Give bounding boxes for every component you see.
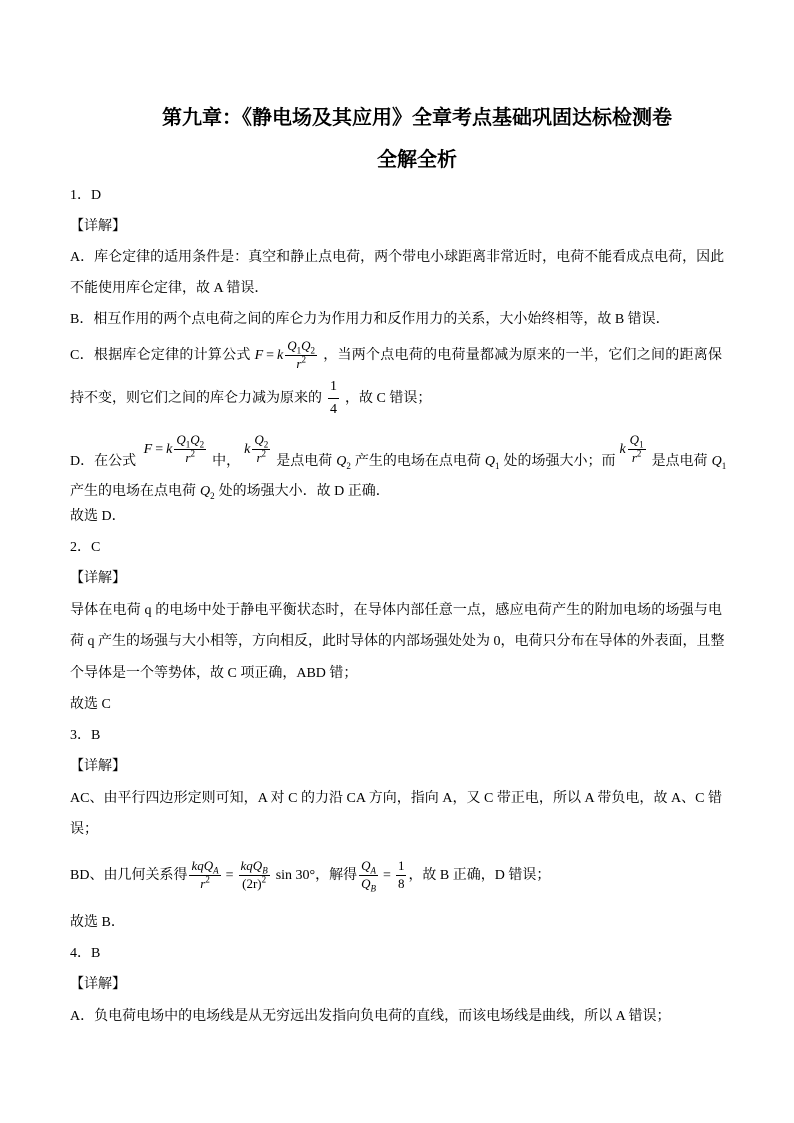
- fraction-denominator: [359, 876, 378, 892]
- one-eighth-fraction: [396, 859, 407, 892]
- answer-3-bd-analysis: [70, 856, 722, 896]
- coulomb-constant: k: [619, 442, 626, 457]
- answer-1-option-c-line-1: [70, 336, 722, 376]
- option-d-text-2: 产生的电场在点电荷: [354, 454, 481, 469]
- charge-q1-symbol: [485, 454, 500, 469]
- charge-letter: Q: [301, 338, 311, 354]
- charge-letter: Q: [190, 432, 200, 448]
- fraction-denominator: [285, 356, 317, 372]
- charge-subscript: B: [370, 883, 377, 894]
- fraction-denominator: [252, 450, 270, 466]
- answer-1-heading: 1．D: [70, 188, 102, 203]
- exponent: 2: [261, 874, 267, 885]
- answer-1-conclusion: 故选 D．: [70, 509, 126, 524]
- field-of-q1-formula: [619, 432, 647, 466]
- answer-2-heading: 2．C: [70, 540, 101, 555]
- exponent: 2: [205, 874, 210, 885]
- charge-letter: Q: [176, 432, 186, 448]
- charge-subscript: B: [262, 865, 268, 876]
- fraction-numerator: [285, 339, 317, 356]
- double-distance-symbol: (2r): [242, 876, 262, 892]
- charge-subscript: 2: [210, 490, 215, 501]
- answer-1-option-a-line-1: A．库仑定律的适用条件是：真空和静止点电荷，两个带电小球距离非常近时，电荷不能看成点电荷，因此: [70, 250, 725, 265]
- fraction-numerator: [359, 859, 378, 876]
- distance-symbol: r: [631, 450, 637, 466]
- charge-letter: Q: [361, 876, 371, 892]
- distance-symbol: r: [185, 450, 191, 466]
- one-quarter-fraction: [328, 379, 339, 418]
- bd-solve-text: ，解得: [315, 868, 358, 883]
- distance-symbol: r: [200, 876, 206, 892]
- option-d-text-1: 是点电荷: [276, 454, 333, 469]
- answer-1-option-c-line-2: [70, 379, 722, 419]
- fraction-numerator: 1: [396, 859, 407, 876]
- answer-3-ac-line-2: 误；: [70, 822, 98, 837]
- coulomb-law-formula: [254, 338, 319, 372]
- charge-letter: Q: [287, 338, 297, 354]
- fraction-numerator: 1: [328, 379, 339, 399]
- option-d-text-start: D．在公式: [70, 454, 137, 469]
- charge-letter: Q: [711, 454, 722, 469]
- charge-q2-symbol: [336, 454, 351, 469]
- fraction-denominator: 8: [397, 876, 405, 892]
- charge-subscript: 1: [185, 439, 191, 450]
- exponent: 2: [301, 354, 306, 365]
- equals-sign: =: [266, 348, 275, 363]
- exponent: 2: [636, 448, 642, 459]
- fraction-denominator: 4: [330, 402, 337, 418]
- charge-letter: Q: [336, 454, 347, 469]
- charge-ratio-fraction: [359, 859, 378, 892]
- fraction-denominator: [189, 876, 220, 892]
- answer-2-detail-label: 【详解】: [70, 571, 126, 586]
- charge-q1-symbol: [712, 454, 727, 469]
- charge-letter: Q: [361, 858, 371, 874]
- distance-symbol: r: [296, 356, 302, 372]
- answer-2-conclusion: 故选 C: [70, 697, 111, 712]
- fraction-numerator: [628, 433, 646, 450]
- option-d-text-4: 是点电荷: [651, 454, 708, 469]
- charge-letter: Q: [629, 432, 640, 448]
- equals-sign: =: [225, 868, 234, 883]
- option-d-text-3: 处的场强大小；而: [503, 454, 616, 469]
- answer-1-option-b: B．相互作用的两个点电荷之间的库仑力为作用力和反作用力的关系，大小始终相等，故 B 错误．: [70, 312, 670, 327]
- answer-3-conclusion: 故选 B．: [70, 915, 125, 930]
- force-numerator-symbols: kqQ: [191, 858, 214, 874]
- charge-subscript: 1: [494, 460, 500, 471]
- answer-2-line-3: 个导体是一个等势体，故 C 项正确，ABD 错；: [70, 666, 358, 681]
- fraction-denominator: [174, 450, 206, 466]
- equals-sign: =: [383, 868, 391, 883]
- answer-4-heading: 4．B: [70, 946, 101, 961]
- charges-over-distance-squared: [285, 339, 317, 372]
- option-c-text-end: ，当两个点电荷的电荷量都减为原来的一半，它们之间的距离保: [323, 348, 723, 363]
- charge-subscript: 2: [263, 439, 269, 450]
- charge-subscript: 2: [310, 345, 316, 356]
- charge-subscript: 2: [199, 439, 205, 450]
- charge-subscript: 1: [296, 345, 302, 356]
- charge-letter: Q: [254, 432, 264, 448]
- coulomb-constant: k: [277, 348, 284, 363]
- force-symbol: F: [143, 442, 153, 457]
- bd-text-start: BD、由几何关系得: [70, 868, 188, 883]
- charge-subscript: A: [213, 865, 219, 876]
- charge-subscript: 2: [346, 460, 351, 471]
- force-from-b-fraction: [239, 859, 270, 892]
- coulomb-law-formula: [143, 432, 208, 466]
- fraction-denominator: [239, 876, 270, 892]
- charge-subscript: 1: [721, 460, 727, 471]
- charge-subscript: 1: [639, 439, 644, 450]
- charge-letter: Q: [200, 484, 211, 499]
- charges-over-distance-squared: [174, 433, 206, 466]
- fraction-numerator: [174, 433, 206, 450]
- document-title: 第九章：《静电场及其应用》全章考点基础巩固达标检测卷: [162, 107, 672, 129]
- fraction-numerator: [252, 433, 270, 450]
- charge-subscript: A: [370, 865, 377, 876]
- fraction-numerator: [239, 859, 270, 876]
- force-symbol: F: [254, 348, 264, 363]
- answer-1-option-a-line-2: 不能使用库仑定律，故 A 错误．: [70, 281, 269, 296]
- option-d-in-text: 中，: [212, 454, 241, 469]
- equals-sign: =: [155, 442, 164, 457]
- option-d-line-2-text-1: 产生的电场在点电荷: [70, 484, 196, 499]
- exponent: 2: [261, 448, 267, 459]
- field-of-q2-formula: [244, 432, 272, 466]
- answer-3-heading: 3．B: [70, 728, 101, 743]
- sine-term: sin 30°: [275, 868, 316, 883]
- answer-4-option-a: A．负电荷电场中的电场线是从无穷远出发指向负电荷的直线，而该电场线是曲线，所以 A 错误；: [70, 1009, 671, 1024]
- option-c-text-start: C．根据库仑定律的计算公式: [70, 348, 251, 363]
- force-from-a-fraction: [189, 859, 220, 892]
- bd-text-end: ，故 B 正确，D 错误；: [408, 868, 551, 883]
- force-numerator-symbols: kqQ: [240, 858, 263, 874]
- exponent: 2: [190, 448, 195, 459]
- answer-2-line-1: 导体在电荷 q 的电场中处于静电平衡状态时，在导体内部任意一点，感应电荷产生的附加电场的场强与电: [70, 603, 722, 618]
- charge-letter: Q: [484, 454, 495, 469]
- answer-1-detail-label: 【详解】: [70, 219, 126, 234]
- coulomb-constant: k: [166, 442, 173, 457]
- fraction-numerator: [189, 859, 220, 876]
- option-c-line-2-end: ，故 C 错误；: [345, 391, 432, 406]
- answer-4-detail-label: 【详解】: [70, 977, 126, 992]
- answer-2-line-2: 荷 q 产生的场强与大小相等，方向相反，此时导体的内部场强处处为 0，电荷只分布在导体的外表面，且整: [70, 634, 725, 649]
- fraction-denominator: [628, 450, 646, 466]
- q2-over-distance-squared: [252, 433, 270, 466]
- option-d-line-2-text-2: 处的场强大小．故 D 正确．: [218, 484, 390, 499]
- answer-3-ac-line-1: AC、由平行四边形定则可知，A 对 C 的力沿 CA 方向，指向 A，又 C 带正电，所以 A 带负电，故 A、C 错: [70, 791, 722, 806]
- q1-over-distance-squared: [628, 433, 646, 466]
- answer-3-detail-label: 【详解】: [70, 759, 126, 774]
- coulomb-constant: k: [244, 442, 251, 457]
- option-c-line-2-start: 持不变，则它们之间的库仑力减为原来的: [70, 391, 322, 406]
- distance-symbol: r: [256, 450, 262, 466]
- document-subtitle: 全解全析: [377, 149, 457, 171]
